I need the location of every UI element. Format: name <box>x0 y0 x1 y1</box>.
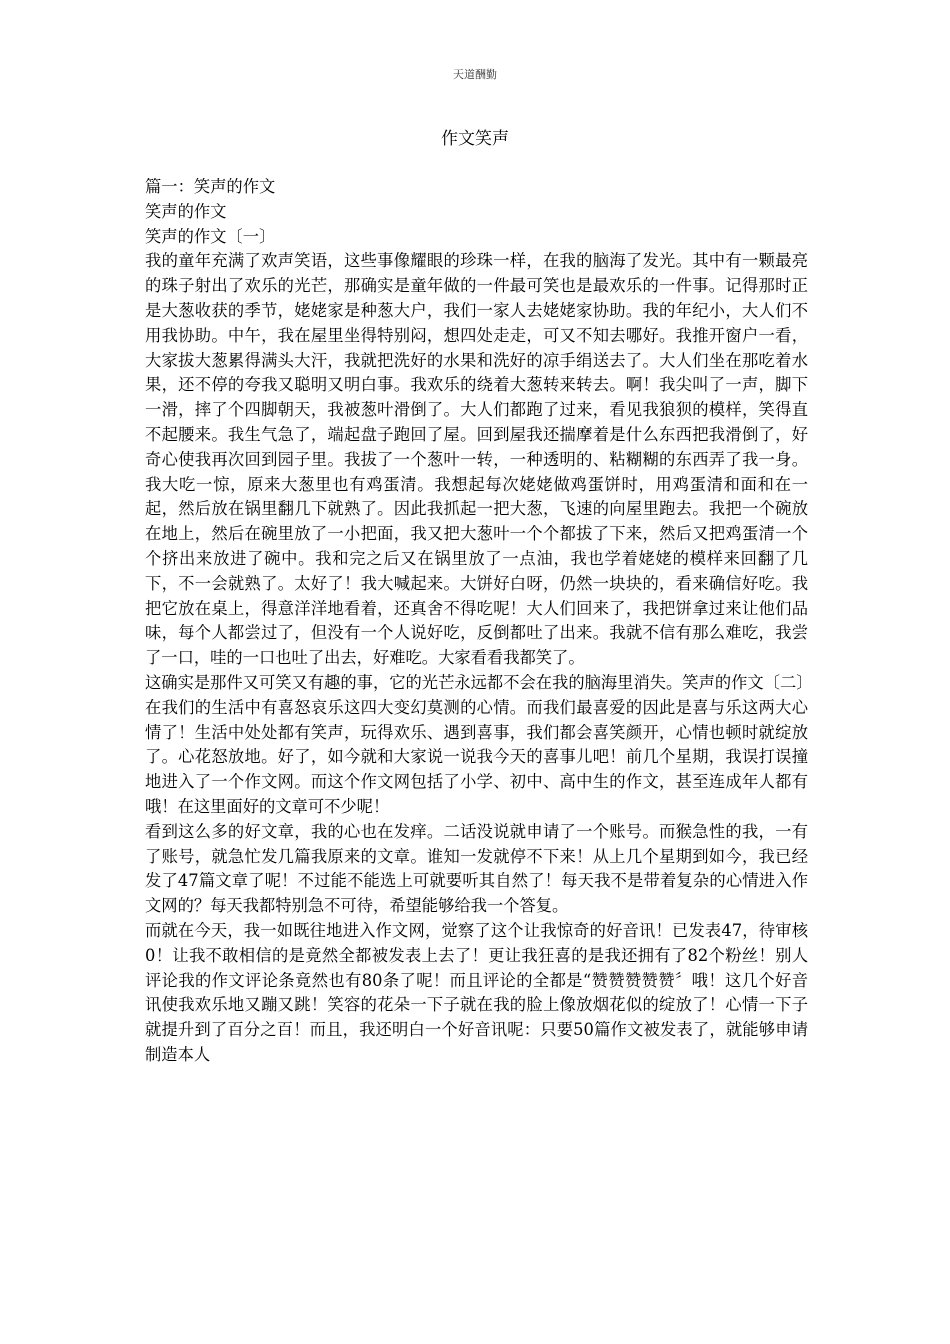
body-paragraph: 看到这么多的好文章，我的心也在发痒。二话没说就申请了一个账号。而猴急性的我，一有了账号，就急忙发几篇我原来的文章。谁知一发就停不下来！从上几个星期到如今，我已经发了47篇文章了呢！不过能不能选上可就要听其自然了！每天我不是带着复杂的心情进入作文网的？每天我都特别急不可待，希望能够给我一个答复。 <box>145 821 808 916</box>
body-paragraph: 而就在今天，我一如既往地进入作文网，觉察了这个让我惊奇的好音讯！已发表47，待审核0！让我不敢相信的是竟然全都被发表上去了！更让我狂喜的是我还拥有了82个粉丝！别人评论我的作文评论条竟然也有80条了呢！而且评论的全都是“赞赞赞赞赞〞哦！这几个好音讯使我欢乐地又蹦又跳！笑容的花朵一下子就在我的脸上像放烟花似的绽放了！心情一下子就提升到了百分之百！而且，我还明白一个好音讯呢：只要50篇作文被发表了，就能够申请制造本人 <box>145 920 808 1064</box>
section-heading: 篇一：笑声的作文 <box>145 177 276 196</box>
body-paragraph: 这确实是那件又可笑又有趣的事，它的光芒永远都不会在我的脑海里消失。笑声的作文〔二〕 <box>145 672 813 692</box>
document-body <box>145 175 813 1068</box>
body-paragraph: 在我们的生活中有喜怒哀乐这四大变幻莫测的心情。而我们最喜爱的因此是喜与乐这两大心情了！生活中处处都有笑声，玩得欢乐、遇到喜事，我们都会喜笑颜开，心情也顿时就绽放了。心花怒放地。好了，如今就和大家说一说我今天的喜事儿吧！前几个星期，我误打误撞地进入了一个作文网。而这个作文网包括了小学、初中、高中生的作文，甚至连成年人都有哦！在这里面好的文章可不少呢！ <box>145 697 808 816</box>
body-paragraph: 我的童年充满了欢声笑语，这些事像耀眼的珍珠一样，在我的脑海了发光。其中有一颗最亮的珠子射出了欢乐的光芒，那确实是童年做的一件最可笑也是最欢乐的一件事。记得那时正是大葱收获的季节，姥姥家是种葱大户，我们一家人去姥姥家协助。我的年纪小，大人们不用我协助。中午，我在屋里坐得特别闷，想四处走走，可又不知去哪好。我推开窗户一看，大家拔大葱累得满头大汗，我就把洗好的水果和洗好的凉手绢送去了。大人们坐在那吃着水果，还不停的夸我又聪明又明白事。我欢乐的绕着大葱转来转去。啊！我尖叫了一声，脚下一滑，摔了个四脚朝天，我被葱叶滑倒了。大人们都跑了过来，看见我狼狈的模样，笑得直不起腰来。我生气急了，端起盘子跑回了屋。回到屋我还揣摩着是什么东西把我滑倒了，好奇心使我再次回到园子里。我拔了一个葱叶一转，一种透明的、粘糊糊的东西弄了我一身。我大吃一惊，原来大葱里也有鸡蛋清。我想起每次姥姥做鸡蛋饼时，用鸡蛋清和面和在一起，然后放在锅里翻几下就熟了。因此我抓起一把大葱，飞速的向屋里跑去。我把一个碗放在地上，然后在碗里放了一小把面，我又把大葱叶一个个都拔了下来，然后又把鸡蛋清一个个挤出来放进了碗中。我和完之后又在锅里放了一点油，我也学着姥姥的模样来回翻了几下，不一会就熟了。太好了！我大喊起来。大饼好白呀，仍然一块块的，看来确信好吃。我把它放在桌上，得意洋洋地看着，还真舍不得吃呢！大人们回来了，我把饼拿过来让他们品味，每个人都尝过了，但没有一个人说好吃，反倒都吐了出来。我就不信有那么难吃，我尝了一口，哇的一口也吐了出去，好难吃。大家看看我都笑了。 <box>145 251 808 668</box>
page-header: 天道酬勤 <box>453 68 497 81</box>
essay-heading: 笑声的作文〔一〕 <box>145 226 276 246</box>
subheading: 笑声的作文 <box>145 201 227 221</box>
document-title: 作文笑声 <box>441 129 509 149</box>
